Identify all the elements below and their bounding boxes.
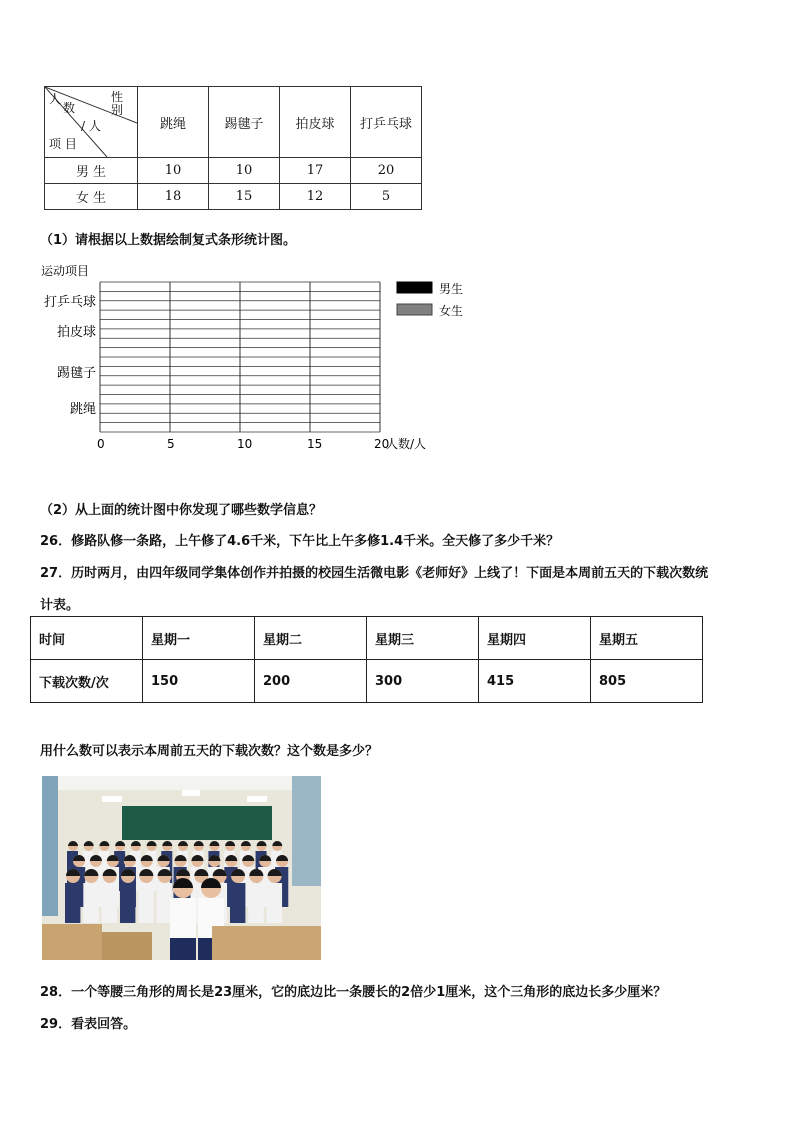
row-label: 男 生 — [45, 158, 138, 184]
table-header-cell: 时间 — [31, 617, 143, 660]
legend — [397, 281, 463, 318]
table-cell: 10 — [209, 158, 280, 184]
table-header-cell: 星期四 — [479, 617, 591, 660]
header-person: / 人 — [81, 119, 101, 133]
y-tick-label: 拍皮球 — [56, 325, 96, 340]
y-axis-label: 运动项目 — [41, 264, 90, 278]
header-item: 项 目 — [49, 137, 77, 151]
table-header-cell: 星期五 — [591, 617, 703, 660]
table-cell: 5 — [351, 184, 422, 210]
x-tick-label: 0 — [97, 437, 105, 451]
x-tick-label: 10 — [237, 437, 253, 451]
question-26: 26．修路队修一条路，上午修了4.6千米，下午比上午多修1.4千米。全天修了多少千米？ — [40, 534, 560, 549]
row-label: 女 生 — [45, 184, 138, 210]
question-27-prompt: 用什么数可以表示本周前五天的下载次数？这个数是多少？ — [40, 744, 379, 759]
col-header: 踢毽子 — [209, 87, 280, 158]
classroom-photo-illustration — [42, 776, 321, 960]
y-tick-label: 跳绳 — [69, 402, 96, 417]
x-tick-label: 5 — [167, 437, 175, 451]
col-header: 打乒乓球 — [351, 87, 422, 158]
table-cell: 300 — [367, 660, 479, 703]
table-cell: 下载次数/次 — [31, 660, 143, 703]
legend-label-girls: 女生 — [439, 304, 464, 318]
table-cell: 200 — [255, 660, 367, 703]
table-cell: 18 — [138, 184, 209, 210]
question-27-line2: 计表。 — [40, 598, 80, 613]
table-cell: 415 — [479, 660, 591, 703]
header-gender: 性 别 — [111, 90, 124, 117]
classroom-group-photo — [42, 776, 321, 960]
question-29: 29．看表回答。 — [40, 1017, 137, 1032]
table-cell: 20 — [351, 158, 422, 184]
question-28: 28．一个等腰三角形的周长是23厘米，它的底边比一条腰长的2倍少1厘米，这个三角形的底边长多少厘米？ — [40, 985, 667, 1000]
col-header: 拍皮球 — [280, 87, 351, 158]
blank-bar-chart — [30, 258, 480, 458]
legend-label-boys: 男生 — [439, 282, 464, 296]
legend-swatch-girls — [397, 304, 432, 315]
download-count-table — [30, 616, 703, 703]
chart-grid — [100, 282, 380, 432]
table-cell: 805 — [591, 660, 703, 703]
table-header-cell: 星期一 — [143, 617, 255, 660]
table-header-cell: 星期三 — [367, 617, 479, 660]
x-tick-labels — [97, 437, 389, 451]
sport-gender-table — [44, 86, 422, 210]
diagonal-header-cell — [45, 87, 138, 158]
y-tick-label: 打乒乓球 — [43, 295, 96, 310]
header-count-2: 数 — [63, 101, 76, 115]
header-count: 人 — [49, 92, 62, 106]
question-1: （1）请根据以上数据绘制复式条形统计图。 — [40, 233, 297, 248]
table-cell: 15 — [209, 184, 280, 210]
legend-swatch-boys — [397, 282, 432, 293]
y-tick-labels — [44, 294, 96, 417]
table-cell: 17 — [280, 158, 351, 184]
table-cell: 12 — [280, 184, 351, 210]
x-axis-unit-label: 人数/人 — [386, 437, 427, 451]
table-header-cell: 星期二 — [255, 617, 367, 660]
col-header: 跳绳 — [138, 87, 209, 158]
x-tick-label: 20 — [374, 437, 390, 451]
question-27-line1: 27．历时两月，由四年级同学集体创作并拍摄的校园生活微电影《老师好》上线了！下面是本周前五天的下载次数统 — [40, 566, 709, 581]
question-2: （2）从上面的统计图中你发现了哪些数学信息？ — [40, 503, 323, 518]
y-tick-label: 踢毽子 — [56, 366, 96, 381]
x-tick-label: 15 — [307, 437, 323, 451]
table-cell: 150 — [143, 660, 255, 703]
table-cell: 10 — [138, 158, 209, 184]
